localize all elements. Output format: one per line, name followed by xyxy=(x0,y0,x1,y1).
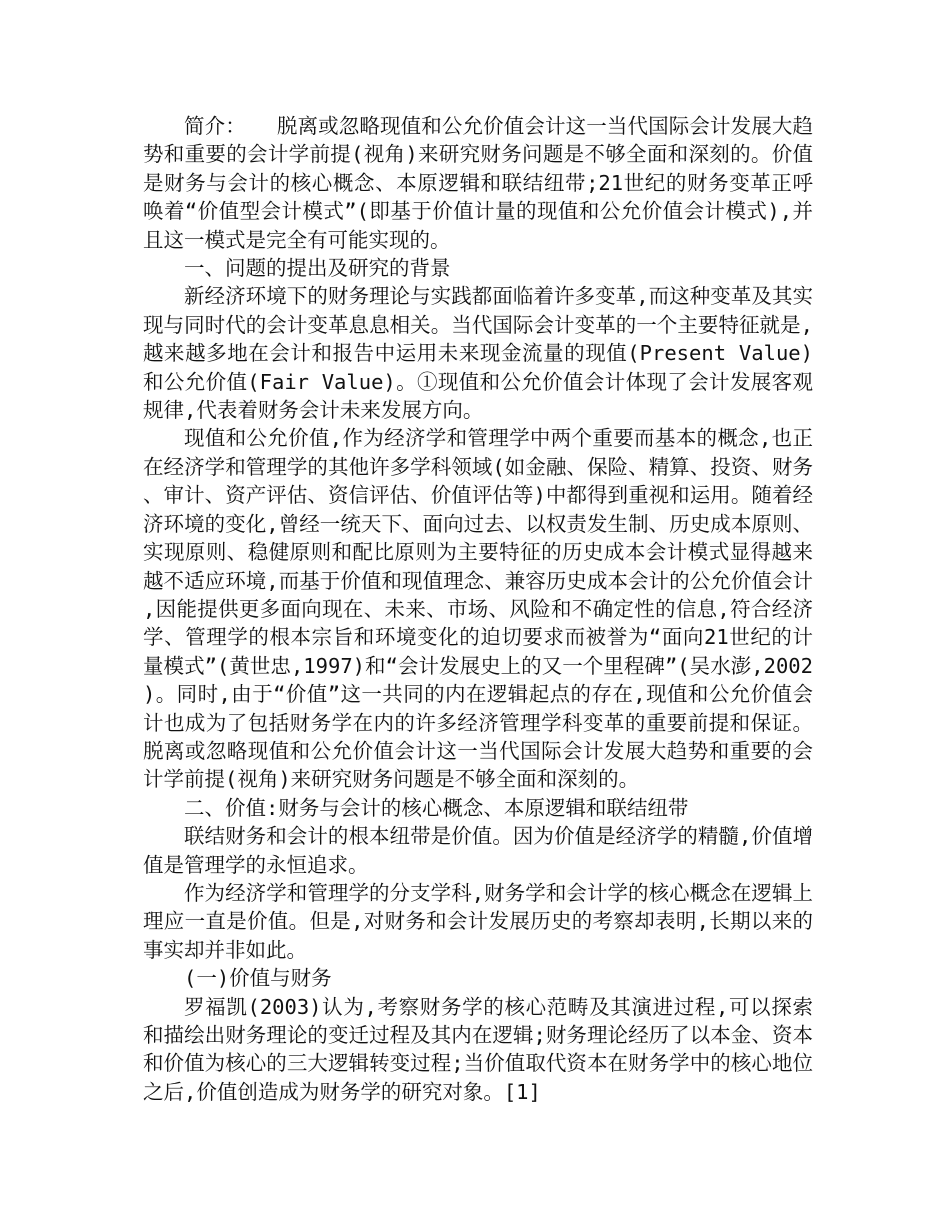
document-page xyxy=(143,112,813,1106)
section-1-paragraph: 新经济环境下的财务理论与实践都面临着许多变革,而这种变革及其实现与同时代的会计变革息息相关。当代国际会计变革的一个主要特征就是,越来越多地在会计和报告中运用未来现金流量的现值(Present Value)和公允价值(Fair Value)。①现值和公允价值会计体现了会计发展客观规律,代表着财务会计未来发展方向。 xyxy=(143,284,813,423)
section-2-heading: 二、价值:财务与会计的核心概念、本原逻辑和联结纽带 xyxy=(184,795,689,820)
subsection-heading: (一)价值与财务 xyxy=(184,966,332,991)
section-2-paragraph: 联结财务和会计的根本纽带是价值。因为价值是经济学的精髓,价值增值是管理学的永恒追求。 xyxy=(143,824,813,877)
intro-paragraph xyxy=(143,112,813,254)
intro-text: 脱离或忽略现值和公允价值会计这一当代国际会计发展大趋势和重要的会计学前提(视角)来研究财务问题是不够全面和深刻的。价值是财务与会计的核心概念、本原逻辑和联结纽带;21世纪的财务变革正呼唤着“价值型会计模式”(即基于价值计量的现值和公允价值会计模式),并且这一模式是完全有可能实现的。 xyxy=(143,114,813,252)
section-1-heading: 一、问题的提出及研究的背景 xyxy=(184,256,451,281)
section-2-paragraph: 作为经济学和管理学的分支学科,财务学和会计学的核心概念在逻辑上理应一直是价值。但是,对财务和会计发展历史的考察却表明,长期以来的事实却并非如此。 xyxy=(143,880,813,962)
subsection-paragraph: 罗福凯(2003)认为,考察财务学的核心范畴及其演进过程,可以探索和描绘出财务理论的变迁过程及其内在逻辑;财务理论经历了以本金、资本和价值为核心的三大逻辑转变过程;当价值取代资本在财务学中的核心地位之后,价值创造成为财务学的研究对象。[1] xyxy=(143,994,813,1104)
intro-label: 简介： xyxy=(184,114,236,138)
section-1-paragraph: 现值和公允价值,作为经济学和管理学中两个重要而基本的概念,也正在经济学和管理学的其他许多学科领域(如金融、保险、精算、投资、财务、审计、资产评估、资信评估、价值评估等)中都得到重视和运用。随着经济环境的变化,曾经一统天下、面向过去、以权责发生制、历史成本原则、实现原则、稳健原则和配比原则为主要特征的历史成本会计模式显得越来越不适应环境,而基于价值和现值理念、兼容历史成本会计的公允价值会计,因能提供更多面向现在、未来、市场、风险和不确定性的信息,符合经济学、管理学的根本宗旨和环境变化的迫切要求而被誉为“面向21世纪的计量模式”(黄世忠,1997)和“会计发展史上的又一个里程碑”(吴水澎,2002)。同时,由于“价值”这一共同的内在逻辑起点的存在,现值和公允价值会计也成为了包括财务学在内的许多经济管理学科变革的重要前提和保证。脱离或忽略现值和公允价值会计这一当代国际会计发展大趋势和重要的会计学前提(视角)来研究财务问题是不够全面和深刻的。 xyxy=(143,426,813,792)
